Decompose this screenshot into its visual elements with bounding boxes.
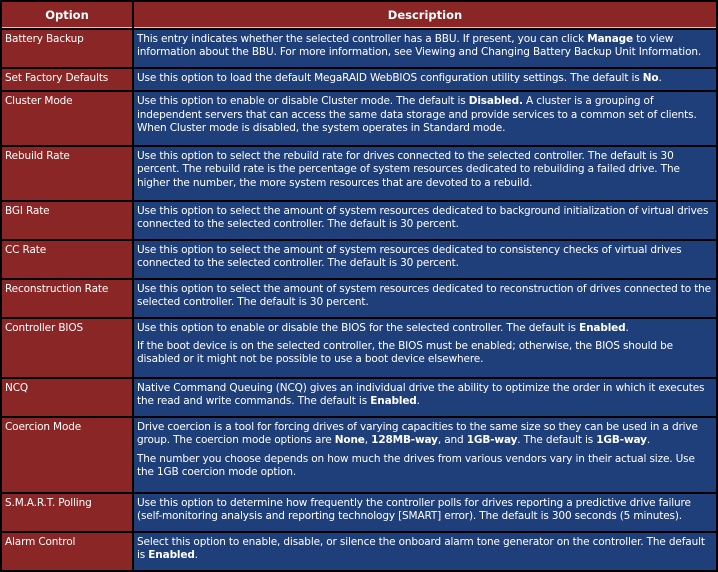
- description-text: to view information about the BBU. For more information, see Viewing and Changing Battery Backup Unit Information.: [137, 33, 702, 59]
- description-paragraph: [137, 72, 713, 85]
- description-text: , and: [437, 434, 467, 447]
- description-text: .: [194, 549, 198, 562]
- description-text: .: [625, 321, 629, 334]
- table-row: [2, 241, 716, 278]
- table-row: [2, 494, 716, 531]
- description-text: .: [658, 72, 662, 84]
- emphasized-value: 1GB-way: [466, 434, 518, 447]
- table-row: [2, 69, 716, 90]
- option-name: Coercion Mode: [2, 418, 132, 492]
- description-paragraph: [137, 497, 713, 524]
- option-description: [134, 379, 716, 416]
- description-text: .: [416, 395, 420, 408]
- description-text: Select this option to enable, disable, or silence the onboard alarm tone generator on the controller. The default is: [137, 535, 705, 562]
- option-column-header: Option: [2, 2, 132, 28]
- option-description: [134, 418, 716, 492]
- option-description: [134, 69, 716, 90]
- option-description: [134, 241, 716, 278]
- description-paragraph: [137, 340, 713, 367]
- description-text: This entry indicates whether the selected controller has a BBU. If present, you can click: [137, 33, 588, 45]
- emphasized-value: Enabled: [148, 549, 195, 562]
- option-name: S.M.A.R.T. Polling: [2, 494, 132, 531]
- description-text: Use this option to select the amount of system resources dedicated to consistency checks of virtual drives connected to the selected controller. The default is 30 percent.: [137, 243, 682, 269]
- table-body: [2, 30, 716, 570]
- description-column-header: Description: [134, 2, 716, 28]
- option-description: [134, 533, 716, 570]
- description-text: Use this option to enable or disable the BIOS for the selected controller. The default is: [137, 321, 580, 334]
- option-name: Alarm Control: [2, 533, 132, 570]
- option-description: [134, 30, 716, 67]
- description-paragraph: [137, 95, 713, 135]
- description-text: Use this option to select the rebuild rate for drives connected to the selected controller. The default is 30 percent. The rebuild rate is the percentage of system resources dedicated to rebuilding a failed drive. The higher the number, the more system resources that are devoted to a rebuild.: [137, 149, 680, 189]
- emphasized-value: None: [334, 434, 365, 447]
- description-paragraph: [137, 421, 713, 448]
- table-header-row: [2, 2, 716, 28]
- option-description: [134, 494, 716, 531]
- option-description: [134, 147, 716, 200]
- description-paragraph: [137, 283, 713, 310]
- option-name: NCQ: [2, 379, 132, 416]
- description-paragraph: [137, 150, 713, 190]
- option-name: Battery Backup: [2, 30, 132, 67]
- emphasized-value: 128MB-way: [371, 434, 438, 447]
- option-description: [134, 280, 716, 317]
- description-paragraph: [137, 453, 713, 480]
- option-description: [134, 202, 716, 239]
- description-paragraph: [137, 322, 713, 335]
- option-name: Controller BIOS: [2, 319, 132, 377]
- option-name: Set Factory Defaults: [2, 69, 132, 90]
- emphasized-value: Enabled: [370, 395, 417, 408]
- table-row: [2, 280, 716, 317]
- description-text: Use this option to select the amount of system resources dedicated to reconstruction of drives connected to the selected controller. The default is 30 percent.: [137, 282, 711, 308]
- emphasized-value: 1GB-way: [596, 434, 647, 447]
- emphasized-value: Manage: [587, 33, 634, 45]
- description-paragraph: [137, 33, 713, 60]
- option-name: CC Rate: [2, 241, 132, 278]
- description-text: .: [646, 434, 651, 447]
- description-text: ,: [364, 434, 372, 447]
- table-row: [2, 533, 716, 570]
- option-name: Rebuild Rate: [2, 147, 132, 200]
- description-paragraph: [137, 382, 713, 409]
- table-row: [2, 147, 716, 200]
- description-text: Use this option to determine how frequently the controller polls for drives reporting a predictive drive failure (self-monitoring analysis and reporting technology [SMART] error). The default is 300 seconds (5 minutes).: [137, 496, 691, 523]
- option-description: [134, 319, 716, 377]
- description-text: Drive coercion is a tool for forcing drives of varying capacities to the same size so they can be used in a drive group. The coercion mode options are: [137, 420, 698, 447]
- description-paragraph: [137, 244, 713, 271]
- description-paragraph: [137, 536, 713, 563]
- table-row: [2, 319, 716, 377]
- table-row: [2, 30, 716, 67]
- option-name: Cluster Mode: [2, 92, 132, 145]
- emphasized-value: Disabled.: [468, 95, 523, 108]
- description-text: If the boot device is on the selected controller, the BIOS must be enabled; otherwise, the BIOS should be disabled or it might not be possible to use a boot device elsewhere.: [137, 339, 673, 366]
- description-text: A cluster is a grouping of independent servers that can access the same data storage and provide services to a common set of clients. When Cluster mode is disabled, the system operates in Standard mode.: [137, 95, 697, 135]
- description-text: Use this option to enable or disable Cluster mode. The default is: [137, 95, 469, 108]
- description-paragraph: [137, 205, 713, 232]
- table-row: [2, 92, 716, 145]
- description-text: The number you choose depends on how much the drives from various vendors vary in their actual size. Use the 1GB coercion mode option.: [137, 452, 695, 478]
- table-row: [2, 418, 716, 492]
- emphasized-value: No: [642, 72, 659, 84]
- table-row: [2, 202, 716, 239]
- option-name: BGI Rate: [2, 202, 132, 239]
- option-name: Reconstruction Rate: [2, 280, 132, 317]
- description-text: . The default is: [517, 434, 597, 447]
- description-text: Use this option to select the amount of system resources dedicated to background initialization of virtual drives connected to the selected controller. The default is 30 percent.: [137, 204, 709, 230]
- emphasized-value: Enabled: [579, 321, 626, 334]
- description-text: Native Command Queuing (NCQ) gives an individual drive the ability to optimize the order in which it executes the read and write commands. The default is: [137, 381, 705, 408]
- description-text: Use this option to load the default MegaRAID WebBIOS configuration utility settings. The default is: [137, 72, 643, 84]
- table-row: [2, 379, 716, 416]
- option-description: [134, 92, 716, 145]
